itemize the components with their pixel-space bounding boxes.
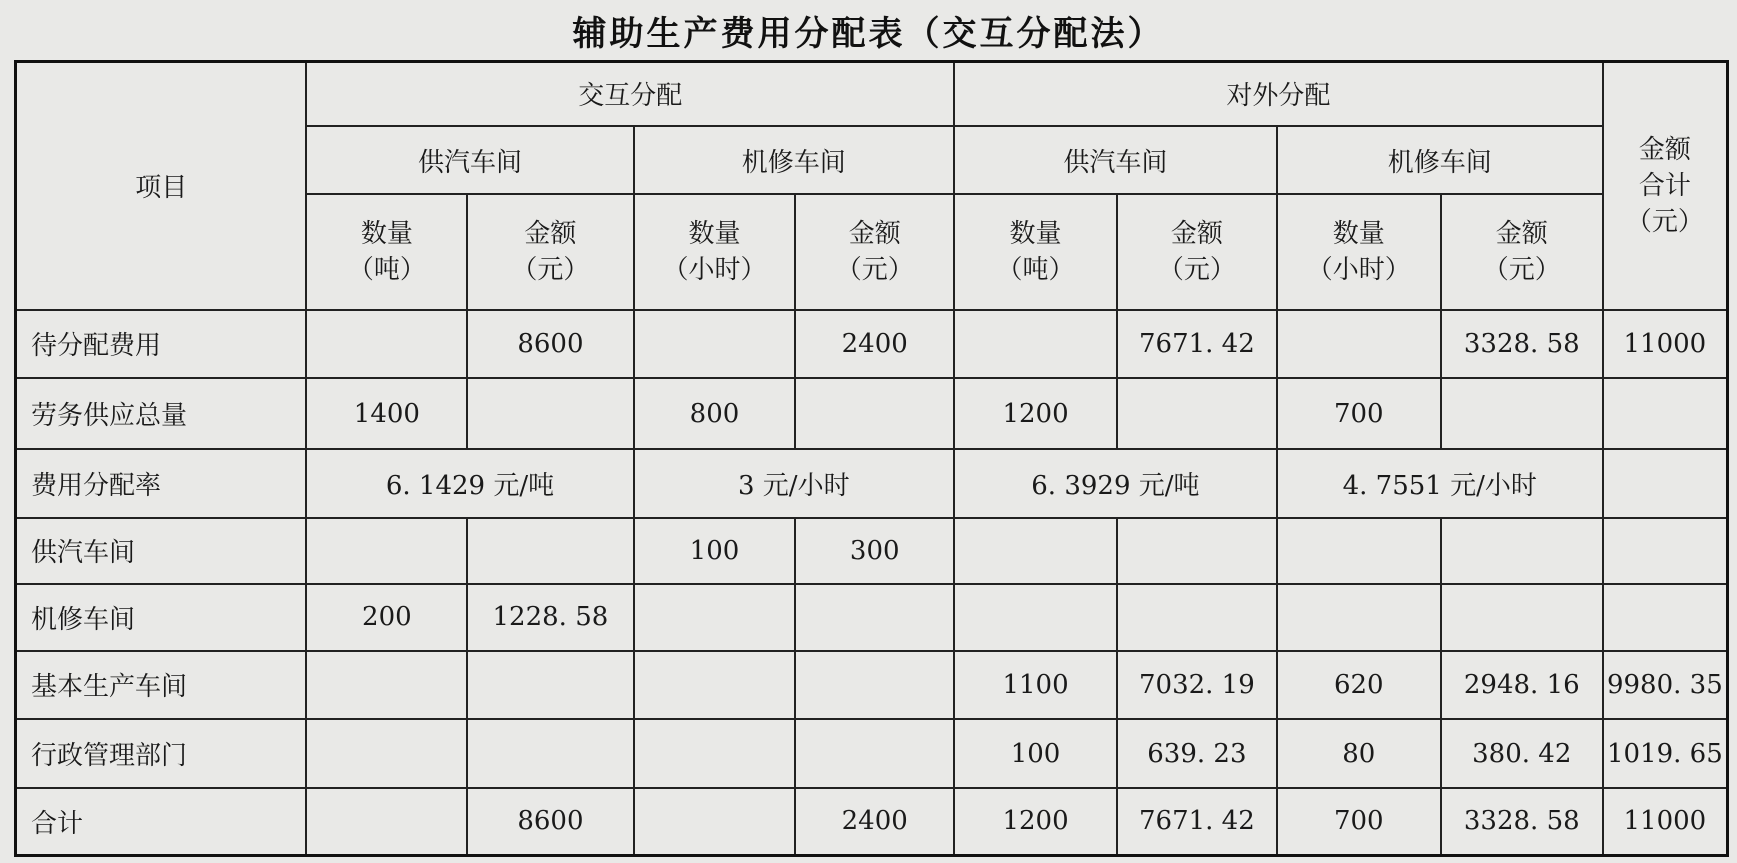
cell: 2948. 16	[1441, 651, 1603, 720]
row-label: 机修车间	[16, 584, 307, 650]
table-row	[16, 518, 1728, 584]
cell	[1603, 378, 1728, 449]
amount-header-repair-int: 金额 （元）	[795, 194, 954, 309]
dept-header-steam-interactive: 供汽车间	[306, 126, 633, 195]
cell	[1441, 584, 1603, 650]
cell	[1117, 584, 1277, 650]
cell	[1277, 310, 1441, 379]
rate-steam-interactive: 6. 1429 元/吨	[306, 449, 633, 518]
cell	[795, 378, 954, 449]
qty-header-repair-ext: 数量 （小时）	[1277, 194, 1441, 309]
cell: 7671. 42	[1117, 310, 1277, 379]
amount-header-repair-ext: 金额 （元）	[1441, 194, 1603, 309]
cell	[634, 788, 796, 856]
table-row	[16, 719, 1728, 788]
row-label: 供汽车间	[16, 518, 307, 584]
row-label: 待分配费用	[16, 310, 307, 379]
row-label: 基本生产车间	[16, 651, 307, 720]
amount-header-steam-ext: 金额 （元）	[1117, 194, 1277, 309]
cell	[1441, 378, 1603, 449]
cell	[954, 584, 1117, 650]
table-row	[16, 449, 1728, 518]
cell: 1228. 58	[467, 584, 633, 650]
cell	[1603, 584, 1728, 650]
cell	[634, 651, 796, 720]
cell: 3328. 58	[1441, 788, 1603, 856]
dept-header-repair-external: 机修车间	[1277, 126, 1603, 195]
cell	[795, 584, 954, 650]
cell: 9980. 35	[1603, 651, 1728, 720]
cell: 80	[1277, 719, 1441, 788]
cell: 100	[634, 518, 796, 584]
cell: 8600	[467, 310, 633, 379]
cell: 639. 23	[1117, 719, 1277, 788]
cell: 1200	[954, 378, 1117, 449]
row-label: 劳务供应总量	[16, 378, 307, 449]
rate-steam-external: 6. 3929 元/吨	[954, 449, 1277, 518]
cell	[1277, 518, 1441, 584]
dept-header-steam-external: 供汽车间	[954, 126, 1277, 195]
row-label: 费用分配率	[16, 449, 307, 518]
cell	[306, 788, 467, 856]
cell: 2400	[795, 788, 954, 856]
cell: 11000	[1603, 788, 1728, 856]
cell	[1117, 518, 1277, 584]
table-row	[16, 584, 1728, 650]
rate-repair-external: 4. 7551 元/小时	[1277, 449, 1603, 518]
cell	[1441, 518, 1603, 584]
cell	[634, 310, 796, 379]
cell: 1200	[954, 788, 1117, 856]
cell: 3328. 58	[1441, 310, 1603, 379]
total-amount-header: 金额 合计 （元）	[1603, 62, 1728, 310]
qty-header-steam-ext: 数量 （吨）	[954, 194, 1117, 309]
row-label: 合计	[16, 788, 307, 856]
cell	[1603, 449, 1728, 518]
cell: 7671. 42	[1117, 788, 1277, 856]
cell	[306, 719, 467, 788]
cell	[634, 584, 796, 650]
cell	[954, 518, 1117, 584]
cell	[954, 310, 1117, 379]
cell: 2400	[795, 310, 954, 379]
cell: 1400	[306, 378, 467, 449]
table-row-total	[16, 788, 1728, 856]
cell: 800	[634, 378, 796, 449]
table-row	[16, 378, 1728, 449]
cell	[467, 719, 633, 788]
cell	[1277, 584, 1441, 650]
cell	[795, 719, 954, 788]
cell	[1117, 378, 1277, 449]
table-row	[16, 310, 1728, 379]
cell: 100	[954, 719, 1117, 788]
group-header-interactive: 交互分配	[306, 62, 954, 126]
cell: 700	[1277, 378, 1441, 449]
cell	[306, 651, 467, 720]
row-label: 行政管理部门	[16, 719, 307, 788]
cell: 1019. 65	[1603, 719, 1728, 788]
cell	[467, 651, 633, 720]
qty-header-steam-int: 数量 （吨）	[306, 194, 467, 309]
cell: 7032. 19	[1117, 651, 1277, 720]
cell	[306, 518, 467, 584]
qty-header-repair-int: 数量 （小时）	[634, 194, 796, 309]
cell: 700	[1277, 788, 1441, 856]
rate-repair-interactive: 3 元/小时	[634, 449, 955, 518]
cell	[467, 378, 633, 449]
cell	[306, 310, 467, 379]
table-row	[16, 651, 1728, 720]
table-title: 辅助生产费用分配表（交互分配法）	[572, 14, 1165, 54]
cell	[634, 719, 796, 788]
cell: 8600	[467, 788, 633, 856]
group-header-external: 对外分配	[954, 62, 1603, 126]
cell: 11000	[1603, 310, 1728, 379]
item-header: 项目	[16, 62, 307, 310]
allocation-table	[14, 60, 1729, 857]
cell: 200	[306, 584, 467, 650]
header-row-groups	[16, 62, 1728, 126]
cell: 1100	[954, 651, 1117, 720]
cell: 300	[795, 518, 954, 584]
cell: 380. 42	[1441, 719, 1603, 788]
cell	[1603, 518, 1728, 584]
cell	[795, 651, 954, 720]
cell: 620	[1277, 651, 1441, 720]
amount-header-steam-int: 金额 （元）	[467, 194, 633, 309]
cell	[467, 518, 633, 584]
dept-header-repair-interactive: 机修车间	[634, 126, 955, 195]
